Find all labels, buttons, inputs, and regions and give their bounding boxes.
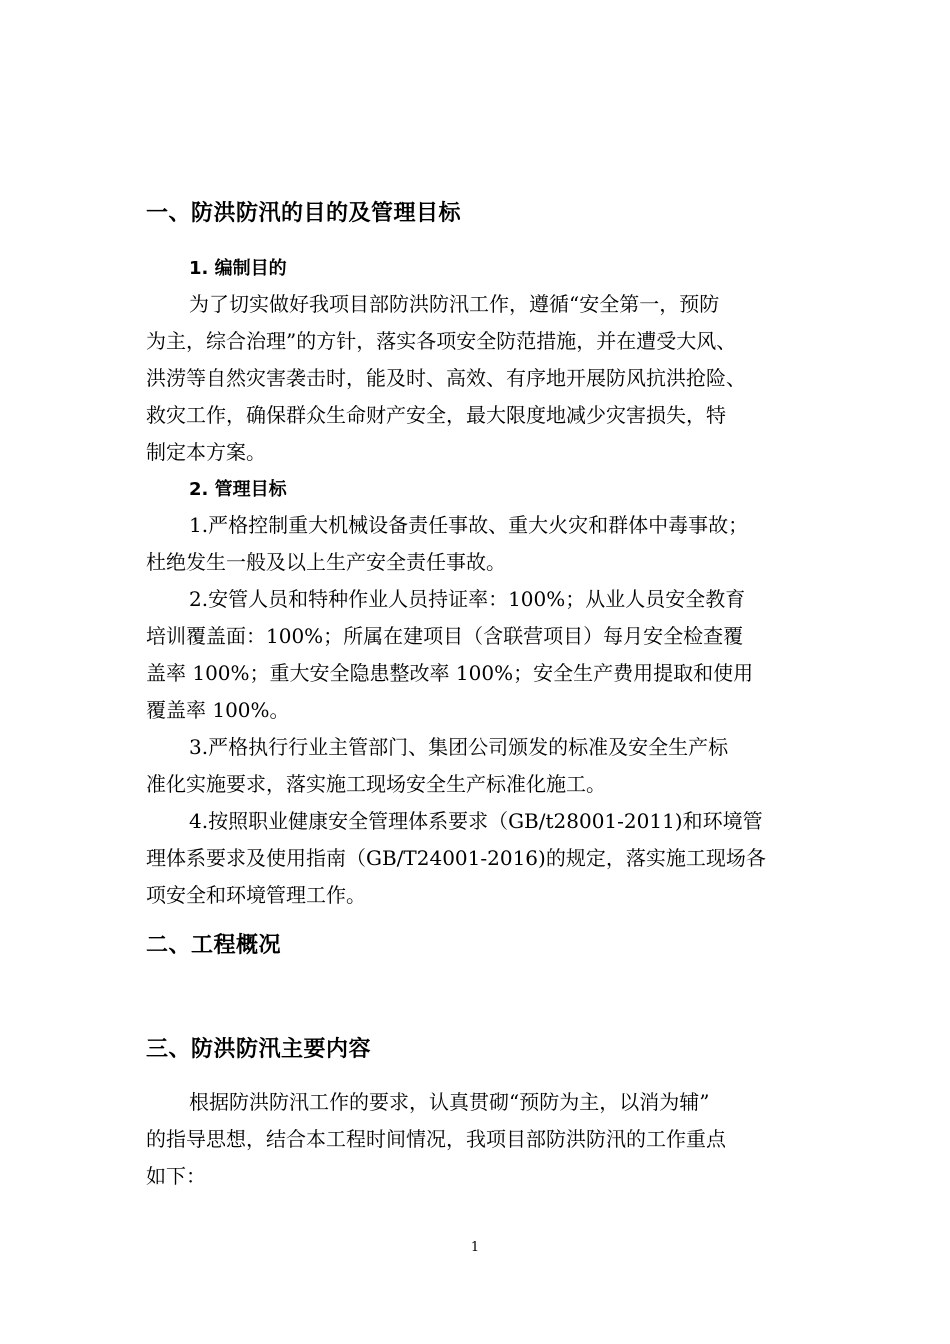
section-heading-2: 二、工程概况 <box>146 933 282 958</box>
paragraph-line: 培训覆盖面：100%；所属在建项目（含联营项目）每月安全检查覆 <box>146 624 744 648</box>
paragraph-line: 救灾工作，确保群众生命财产安全，最大限度地减少灾害损失，特 <box>146 403 726 427</box>
paragraph-flood-content <box>146 1084 836 1195</box>
paragraph-purpose <box>146 286 836 471</box>
paragraph-line: 洪涝等自然灾害袭击时，能及时、高效、有序地开展防风抗洪抢险、 <box>146 366 746 390</box>
paragraph-line: 为主，综合治理”的方针，落实各项安全防范措施，并在遭受大风、 <box>146 329 737 353</box>
paragraph-line: 2.安管人员和特种作业人员持证率：100%；从业人员安全教育 <box>189 587 746 611</box>
paragraph-target-1 <box>146 507 836 581</box>
subsection-heading-purpose: 1. 编制目的 <box>189 258 287 279</box>
paragraph-line: 为了切实做好我项目部防洪防汛工作，遵循“安全第一，预防 <box>189 292 720 316</box>
paragraph-line: 项安全和环境管理工作。 <box>146 883 366 907</box>
paragraph-target-3 <box>146 729 836 803</box>
paragraph-line: 制定本方案。 <box>146 440 266 464</box>
paragraph-line: 1.严格控制重大机械设备责任事故、重大火灾和群体中毒事故； <box>189 513 749 537</box>
section-heading-3: 三、防洪防汛主要内容 <box>146 1037 372 1062</box>
section-heading-1: 一、防洪防汛的目的及管理目标 <box>146 201 462 226</box>
paragraph-line: 杜绝发生一般及以上生产安全责任事故。 <box>146 550 506 574</box>
paragraph-line: 准化实施要求，落实施工现场安全生产标准化施工。 <box>146 772 606 796</box>
paragraph-line: 盖率 100%；重大安全隐患整改率 100%；安全生产费用提取和使用 <box>146 661 754 685</box>
paragraph-line: 3.严格执行行业主管部门、集团公司颁发的标准及安全生产标 <box>189 735 729 759</box>
paragraph-line: 理体系要求及使用指南（GB/T24001-2016)的规定，落实施工现场各 <box>146 846 766 870</box>
paragraph-line: 4.按照职业健康安全管理体系要求（GB/t28001-2011)和环境管 <box>189 809 763 833</box>
paragraph-target-2 <box>146 581 836 729</box>
paragraph-target-4 <box>146 803 836 914</box>
paragraph-line: 覆盖率 100%。 <box>146 698 290 722</box>
paragraph-line: 根据防洪防汛工作的要求，认真贯砌“预防为主，以消为辅” <box>189 1090 710 1114</box>
subsection-heading-targets: 2. 管理目标 <box>189 479 287 500</box>
page-number: 1 <box>470 1240 480 1255</box>
paragraph-line: 的指导思想，结合本工程时间情况，我项目部防洪防汛的工作重点 <box>146 1127 726 1151</box>
paragraph-line: 如下： <box>146 1164 206 1188</box>
